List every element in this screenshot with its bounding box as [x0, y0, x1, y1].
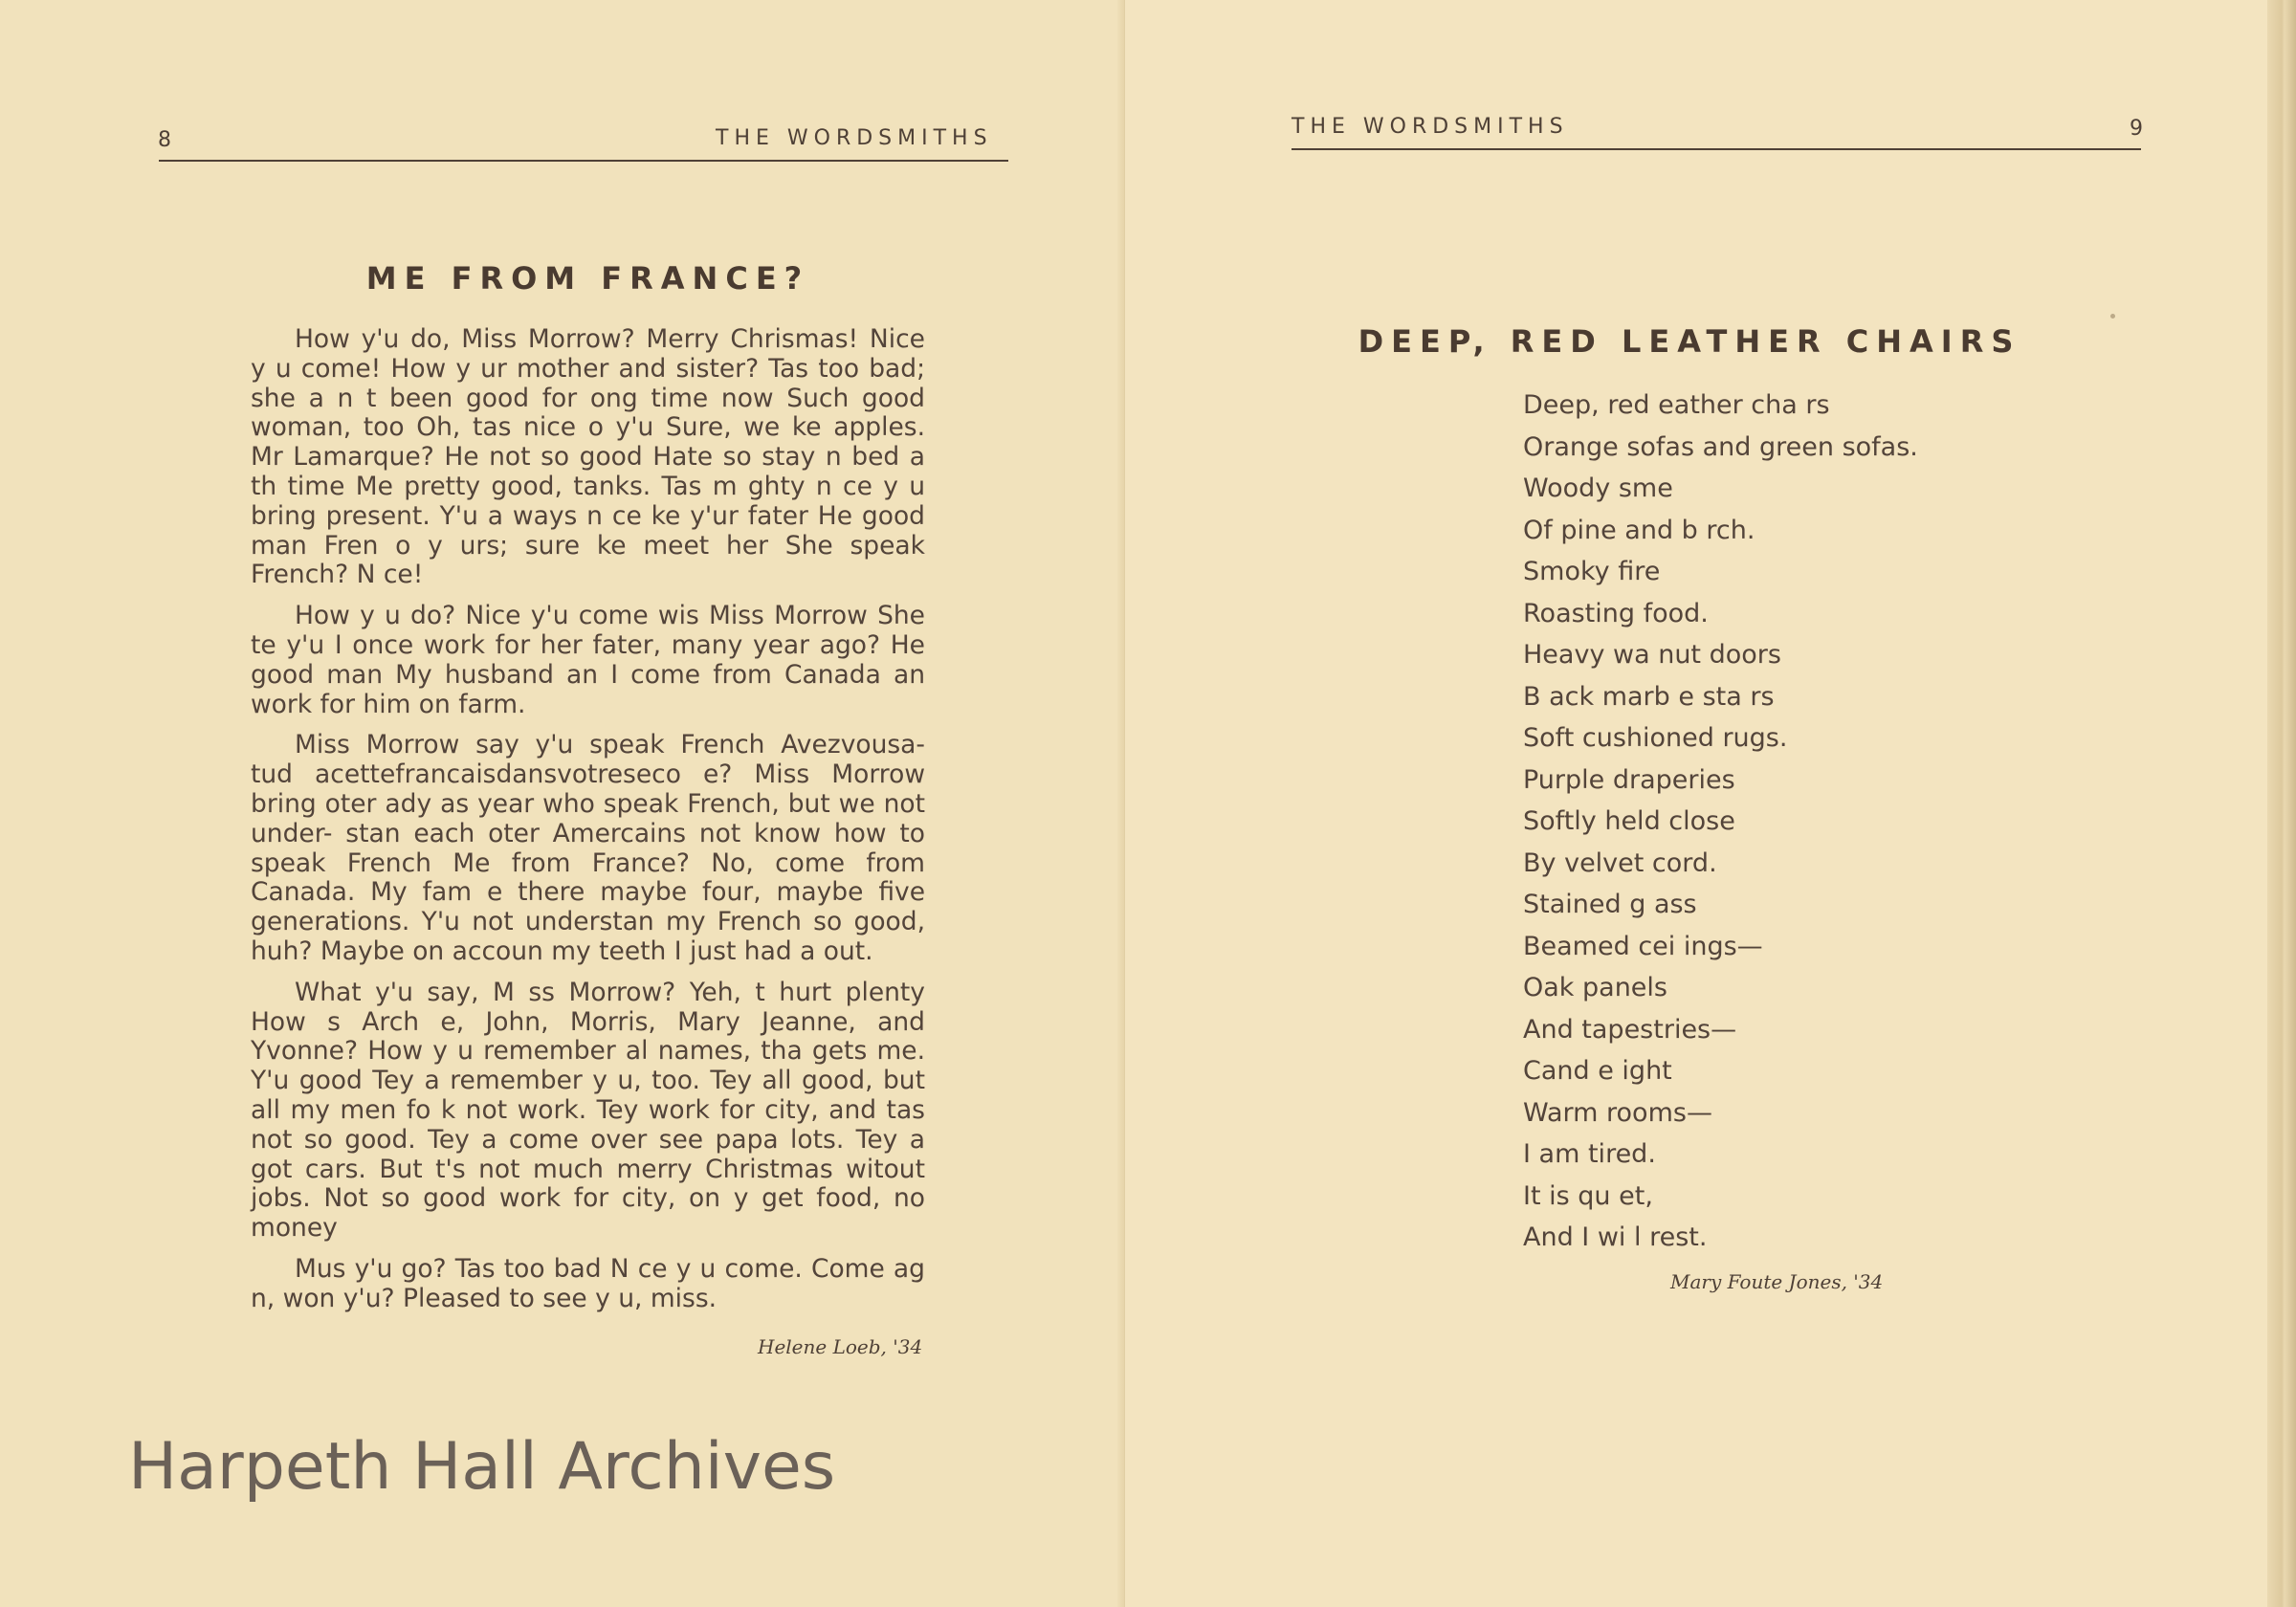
paragraph: What y'u say, M ss Morrow? Yeh, t hurt plenty How s Arch e, John, Morris, Mary Jeanne, and Yvonne? How y u remember al names, tha gets me. Y'u good Tey a remember y u, too. Tey all good, but all my men fo k not work. Tey work for city, and tas not so good. Tey a come over see papa lots. Tey a got cars. But t's not much merry Christmas witout jobs. Not so good work for city, on y get food, no money — [251, 977, 925, 1244]
poem-line: Orange sofas and green sofas. — [1523, 431, 1918, 462]
poem-line: Of pine and b rch. — [1523, 515, 1755, 545]
poem-line: Roasting food. — [1523, 598, 1709, 628]
poem-line: Heavy wa nut doors — [1523, 640, 1781, 670]
poem-line: B ack marb e sta rs — [1523, 681, 1775, 712]
archive-watermark: Harpeth Hall Archives — [128, 1429, 836, 1505]
paragraph: Mus y'u go? Tas too bad N ce y u come. Come ag n, won y'u? Pleased to see y u, miss. — [251, 1253, 925, 1313]
poem-line: By velvet cord. — [1523, 848, 1717, 878]
poem-line: Soft cushioned rugs. — [1523, 723, 1788, 753]
right-poem-title: DEEP, RED LEATHER CHAIRS — [1358, 323, 2021, 360]
poem-line: Purple draperies — [1523, 764, 1735, 795]
right-header-rule — [1292, 148, 2141, 150]
poem-line: Warm rooms— — [1523, 1097, 1712, 1128]
poem-line: Woody sme — [1523, 473, 1673, 503]
poem-body — [1523, 385, 1918, 1259]
right-page-number: 9 — [2130, 117, 2143, 141]
left-page-number: 8 — [158, 128, 171, 152]
left-running-head: THE WORDSMITHS — [716, 126, 993, 150]
poem-line: And I wi l rest. — [1523, 1222, 1708, 1252]
page-edge-shadow — [2267, 0, 2296, 1607]
poem-line: Softly held close — [1523, 806, 1735, 836]
paragraph: How y u do? Nice y'u come wis Miss Morrow She te y'u I once work for her fater, many year ago? He good man My husband an I come from Canada an work for him on farm. — [251, 601, 925, 719]
left-page — [0, 0, 1125, 1607]
left-article-body — [251, 325, 925, 1326]
right-running-head: THE WORDSMITHS — [1292, 115, 1569, 139]
poem-line: Cand e ight — [1523, 1056, 1672, 1086]
poem-line: And tapestries— — [1523, 1014, 1737, 1045]
poem-line: Beamed cei ings— — [1523, 931, 1763, 961]
poem-line: Deep, red eather cha rs — [1523, 390, 1830, 420]
left-author-signature: Helene Loeb, '34 — [758, 1335, 923, 1358]
paragraph: Miss Morrow say y'u speak French Avezvousa- tud acettefrancaisdansvotreseco e? Miss Morrow bring oter ady as year who speak French, but we not under- stan each oter Amercains not know how to speak French Me from France? No, come from Canada. My fam e there maybe four, maybe five generations. Y'u not understan my French so good, huh? Maybe on accoun my teeth I just had a out. — [251, 730, 925, 966]
poem-line: Stained g ass — [1523, 890, 1697, 919]
poem-line: I am tired. — [1523, 1139, 1656, 1169]
paper-speck — [2110, 314, 2115, 319]
left-article-title: ME FROM FRANCE? — [365, 260, 810, 297]
left-header-rule — [159, 160, 1008, 162]
poem-line: Oak panels — [1523, 973, 1667, 1002]
poem-line: It is qu et, — [1523, 1180, 1653, 1211]
paragraph: How y'u do, Miss Morrow? Merry Chrismas! Nice y u come! How y ur mother and sister? Tas too bad; she a n t been good for ong time now Such good woman, too Oh, tas nice o y'u Sure, we ke apples. Mr Lamarque? He not so good Hate so stay n bed a th time Me pretty good, tanks. Tas m ghty n ce y u bring present. Y'u a ways n ce ke y'ur fater He good man Fren o y urs; sure ke meet her She speak French? N ce! — [251, 324, 925, 590]
poem-line: Smoky fire — [1523, 557, 1661, 586]
right-author-signature: Mary Foute Jones, '34 — [1670, 1270, 1884, 1293]
